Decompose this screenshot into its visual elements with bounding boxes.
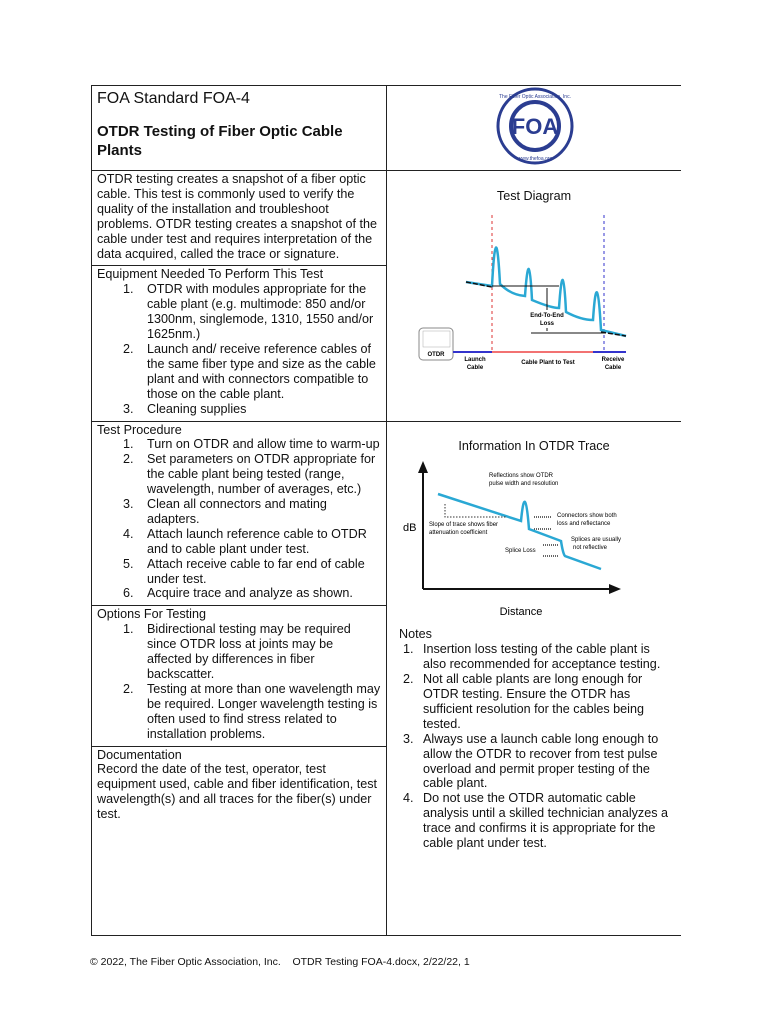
- slope-annotation: Slope of trace shows fiber: [429, 522, 499, 529]
- list-item: 2. Launch and/ receive reference cables of the same fiber type and size as the cable plant and with connectors compatible to those on the cable plant.: [123, 341, 376, 401]
- intro-cell: [92, 171, 386, 265]
- standard-table: [91, 85, 681, 936]
- procedure-cell: [92, 422, 386, 606]
- test-diagram-cell: [387, 171, 681, 421]
- receive-label: Receive: [601, 356, 625, 363]
- otdr-label: OTDR: [427, 351, 445, 358]
- trace-info-title: Information In OTDR Trace: [458, 438, 610, 453]
- notes-section: [399, 627, 676, 851]
- documentation-cell: [92, 747, 386, 935]
- loss-label: End-To-End: [530, 312, 564, 319]
- list-item: 1. Bidirectional testing may be required since OTDR loss at joints may be affected by differences in fiber backscatter.: [123, 622, 351, 681]
- procedure-heading: Test Procedure: [97, 422, 182, 437]
- trace-info-cell: [387, 422, 681, 935]
- launch-label: Launch: [464, 356, 486, 363]
- page-title: OTDR Testing of Fiber Optic Cable Plants: [97, 123, 343, 159]
- list-item: 2. Not all cable plants are long enough for OTDR testing. Ensure the OTDR has sufficient resolution for the cables being tested.: [403, 672, 644, 731]
- equipment-list: [97, 282, 381, 416]
- list-item: 2. Set parameters on OTDR appropriate for the cable plant being tested (range, wavelength, number of averages, etc.): [123, 452, 376, 497]
- notes-list: [399, 642, 676, 851]
- reflections-annotation: Reflections show OTDR: [489, 473, 554, 480]
- trace-info-diagram: [401, 459, 651, 621]
- connectors-annotation: loss and reflectance: [557, 521, 611, 528]
- list-item: 1. Insertion loss testing of the cable plant is also recommended for acceptance testing.: [403, 642, 661, 672]
- intro-text: OTDR testing creates a snapshot of a fiber optic cable. This test is commonly used to verify the quality of the installation and troubleshoot problems. OTDR testing creates a snapshot of the cable under test and requires interpretation of the data acquired, called the trace or signature.: [97, 172, 377, 261]
- options-list: [97, 622, 381, 741]
- title-cell: [92, 86, 386, 170]
- footer: © 2022, The Fiber Optic Association, Inc. OTDR Testing FOA-4.docx, 2/22/22, 1: [90, 956, 470, 968]
- notes-heading: Notes: [399, 627, 432, 642]
- splice-loss-annotation: Splice Loss: [505, 548, 536, 555]
- launch-label: Cable: [466, 364, 484, 371]
- y-axis-label: dB: [403, 522, 417, 535]
- documentation-text: Record the date of the test, operator, test equipment used, cable and fiber identification, test wavelength(s) and all traces for the fiber(s) under test.: [97, 762, 378, 822]
- options-cell: [92, 606, 386, 745]
- logo-ring-text: The Fiber Optic Association, Inc.: [499, 94, 571, 100]
- equipment-cell: [92, 266, 386, 420]
- documentation-heading: Documentation: [97, 747, 182, 762]
- splices-annotation: not reflective: [573, 545, 608, 552]
- list-item: 6. Acquire trace and analyze as shown.: [123, 586, 353, 601]
- x-axis-label: Distance: [499, 606, 543, 619]
- list-item: 3. Cleaning supplies: [123, 401, 247, 416]
- receive-label: Cable: [604, 364, 622, 371]
- plant-label: Cable Plant to Test: [521, 359, 575, 366]
- list-item: 3. Clean all connectors and mating adapters.: [123, 497, 327, 526]
- test-diagram-title: Test Diagram: [496, 189, 572, 203]
- foa-logo: [495, 86, 575, 166]
- test-diagram: [401, 210, 641, 380]
- list-item: 1. Turn on OTDR and allow time to warm-up: [123, 437, 380, 452]
- list-item: 4. Do not use the OTDR automatic cable analysis until a skilled technician analyzes a trace and confirms it is appropriate for the cable plant under test.: [403, 791, 669, 851]
- equipment-heading: Equipment Needed To Perform This Test: [97, 267, 324, 282]
- connectors-annotation: Connectors show both: [557, 513, 617, 520]
- logo-cell: [387, 86, 681, 170]
- logo-text: FOA: [511, 114, 559, 139]
- list-item: 4. Attach launch reference cable to OTDR and to cable plant under test.: [123, 526, 367, 556]
- loss-label: Loss: [539, 320, 555, 327]
- standard-label: FOA Standard FOA-4: [97, 90, 250, 107]
- logo-url-text: www.thefoa.org: [517, 156, 553, 162]
- list-item: 3. Always use a launch cable long enough to allow the OTDR to recover from test pulse overload and permit proper testing of the cable plant.: [403, 731, 659, 791]
- reflections-annotation: pulse width and resolution: [489, 481, 559, 488]
- splices-annotation: Splices are usually: [571, 537, 622, 544]
- list-item: 2. Testing at more than one wavelength may be required. Longer wavelength testing is often used to find stress related to installation problems.: [123, 681, 381, 741]
- procedure-list: [97, 437, 381, 601]
- list-item: 1. OTDR with modules appropriate for the cable plant (e.g. multimode: 850 and/or 1300nm, singlemode, 1310, 1550 and/or 1625nm.): [123, 282, 374, 342]
- list-item: 5. Attach receive cable to far end of cable under test.: [123, 556, 365, 586]
- options-heading: Options For Testing: [97, 607, 206, 622]
- slope-annotation: attenuation coefficient: [429, 530, 488, 537]
